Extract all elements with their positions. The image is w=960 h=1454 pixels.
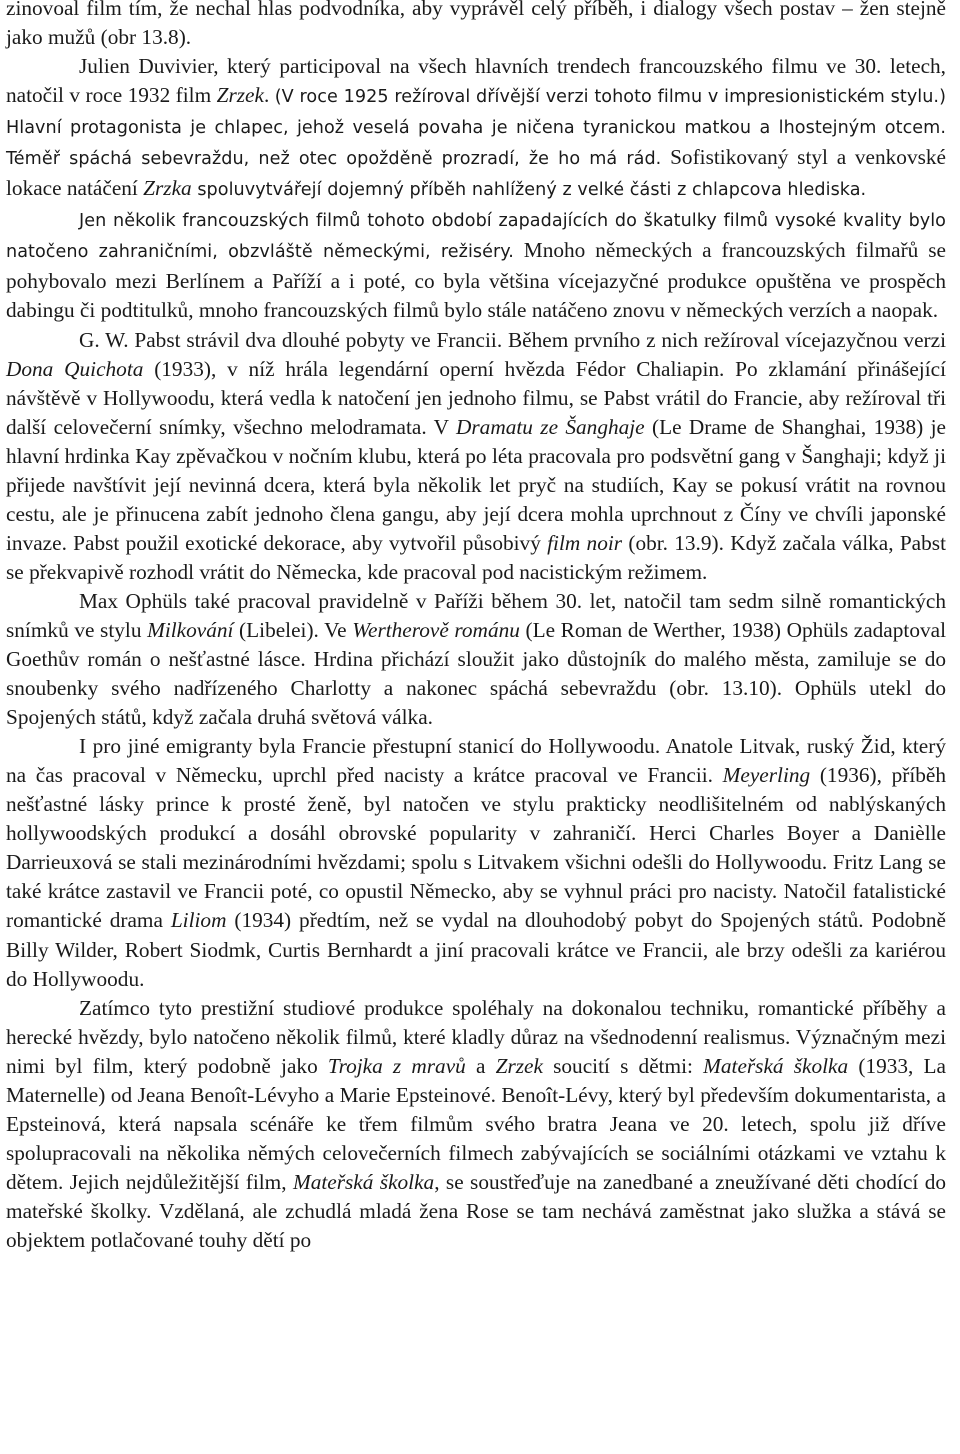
paragraph-p1 xyxy=(6,0,946,52)
text-run: , se soustřeďuje na zanedbané a zneužívané děti chodící do mateřské školky. Vzdělaná, ale zchudlá mladá žena Rose se tam nechává zaměstnat jako služka a stává se objektem potlačované touhy dětí po xyxy=(6,1169,946,1252)
italic-title-run: Zrzek xyxy=(495,1053,543,1078)
italic-title-run: Dona Quichota xyxy=(6,356,144,381)
italic-title-run: Trojka z mravů xyxy=(327,1053,466,1078)
paragraph-p7 xyxy=(6,994,946,1255)
text-run: . xyxy=(263,83,275,108)
paragraph-p2 xyxy=(6,52,946,205)
text-run: Mnoho německých a francouzských filmařů se pohybovalo mezi Berlínem a Paříží a i poté, co byla většina vícejazyčné produkce opuštěna ve prospěch dabingu či podtitulků, mnoho francouzských filmů bylo stále natáčeno znovu v německých verzích a naopak. xyxy=(6,238,946,323)
text-run: (Libelei). Ve xyxy=(233,617,353,642)
text-run: (Le Drame de Shanghai, 1938) je hlavní hrdinka Kay zpěvačkou v nočním klubu, která po léta pracovala pro podsvětní gang v Šanghaji; když ji přijede navštívit její nevinná dcera, která byla několik let pryč na studiích, Kay se pokusí vrátit na rovnou cestu, ale je přinucena zabít jednoho člena gangu, aby její dcera mohla uprchnout z Číny ve chvíli japonské invaze. Pabst použil exotické dekorace, aby vytvořil působivý xyxy=(6,414,946,555)
italic-title-run: Wertherově románu xyxy=(352,617,520,642)
italic-title-run: film noir xyxy=(547,530,623,555)
paragraph-p5 xyxy=(6,587,946,732)
text-run: Max Ophüls také pracoval pravidelně v Paříži během 30. let, natočil tam sedm silně romantických snímků ve stylu xyxy=(6,588,946,642)
paragraph-p4 xyxy=(6,326,946,587)
text-run: (1933, La Maternelle) od Jeana Benoît-Lévyho a Marie Epsteinové. Benoît-Lévy, který byl především dokumentarista, a Epsteinová, která napsala scénáře ke třem filmům svého bratra Jeana ve 20. letech, spolu již dříve spolupracovali na několika němých celovečerních filmech zabývajících se sociálními otázkami ve vztahu k dětem. Jejich nejdůležitější film, xyxy=(6,1053,946,1194)
italic-title-run: Liliom xyxy=(170,908,227,933)
text-run: I pro jiné emigranty byla Francie přestupní stanicí do Hollywoodu. Anatole Litvak, ruský Žid, který na čas pracoval v Německu, uprchl před nacisty a krátce pracoval ve Francii. xyxy=(6,734,946,788)
italic-title-run: Milkování xyxy=(147,617,234,642)
text-run: Jen několik francouzských filmů tohoto období zapadajících do škatulky filmů vysoké kvality bylo natočeno zahraničními, obzvláště německými, režiséry. xyxy=(6,211,946,263)
italic-title-run: Mateřská školka xyxy=(292,1169,435,1194)
paragraph-p3 xyxy=(6,205,946,325)
text-run: Sofistikovaný styl a venkovské lokace natáčení xyxy=(6,145,946,201)
text-run: spoluvytvářejí dojemný příběh nahlížený z velké části z chlapcova hlediska. xyxy=(191,180,867,201)
paragraph-p6 xyxy=(6,732,946,993)
text-run: (Le Roman de Werther, 1938) Ophüls zadaptoval Goethův román o nešťastné lásce. Hrdina přichází sloužit jako důstojník do malého města, zamiluje se do snoubenky svého nadřízeného Charlotty a nakonec spáchá sebevraždu (obr. 13.10). Ophüls utekl do Spojených států, když začala druhá světová válka. xyxy=(6,617,946,730)
text-run: Zatímco tyto prestižní studiové produkce spoléhaly na dokonalou techniku, romantické příběhy a herecké hvězdy, bylo natočeno několik filmů, které kladly důraz na všednodenní realismus. Význačným mezi nimi byl film, který podobně jako xyxy=(6,995,946,1078)
italic-title-run: Dramatu ze Šanghaje xyxy=(456,414,645,439)
text-run: Téměř spáchá sebevraždu, než otec opožděně prozradí, že ho má rád. xyxy=(6,149,662,170)
italic-title-run: Zrzek xyxy=(216,83,264,108)
text-run: (1934) předtím, než se vydal na dlouhodobý pobyt do Spojených států. Podobně Billy Wilder, Robert Siodmk, Curtis Bernhardt a jiní pracovali krátce ve Francii, ale brzy odešli za kariérou do Hollywoodu. xyxy=(6,908,946,991)
italic-title-run: Mateřská školka xyxy=(703,1053,849,1078)
italic-title-run: Meyerling xyxy=(722,763,811,788)
text-run: (1936), příběh nešťastné lásky prince k prosté ženě, byl natočen ve stylu prakticky neodlišitelném od nablýskaných hollywoodských produkcí a dosáhl obrovské popularity v zahraničí. Herci Charles Boyer a Danièlle Darrieuxová se stali mezinárodními hvězdami; spolu s Litvakem všichni odešli do Hollywoodu. Fritz Lang se také krátce zastavil ve Francii poté, co opustil Německo, aby se vyhnul práci pro nacisty. Natočil fatalistické romantické drama xyxy=(6,763,946,933)
text-run: ) Hlavní protagonista je chlapec, jehož veselá povaha je ničena tyranickou matkou a lhostejným otcem. xyxy=(6,87,946,139)
text-run: Julien Duvivier, který participoval na všech hlavních trendech francouzského filmu ve 30. letech, natočil v roce 1932 film xyxy=(6,54,946,108)
text-run: (V roce 1925 režíroval dřívější verzi tohoto filmu v impresionistickém stylu. xyxy=(274,87,940,108)
text-run: G. W. Pabst strávil dva dlouhé pobyty ve Francii. Během prvního z nich režíroval vícejazyčnou verzi xyxy=(79,327,946,352)
text-run: zinovoal film tím, že nechal hlas podvodníka, aby vyprávěl celý příběh, i dialogy všech postav – žen stejně jako mužů (obr 13.8). xyxy=(6,0,946,50)
text-run: (obr. 13.9). Když začala válka, Pabst se překvapivě rozhodl vrátit do Německa, kde pracoval pod nacistickým režimem. xyxy=(6,530,946,584)
text-run: a xyxy=(465,1053,496,1078)
text-run: soucití s dětmi: xyxy=(542,1053,704,1078)
italic-title-run: Zrzka xyxy=(143,176,192,201)
text-run: (1933), v níž hrála legendární operní hvězda Fédor Chaliapin. Po zklamání přinášející návštěvě v Hollywoodu, která vedla k natočení jen jednoho filmu, se Pabst vrátil do Francie, aby režíroval tři další celovečerní snímky, všechno melodramata. V xyxy=(6,356,946,439)
